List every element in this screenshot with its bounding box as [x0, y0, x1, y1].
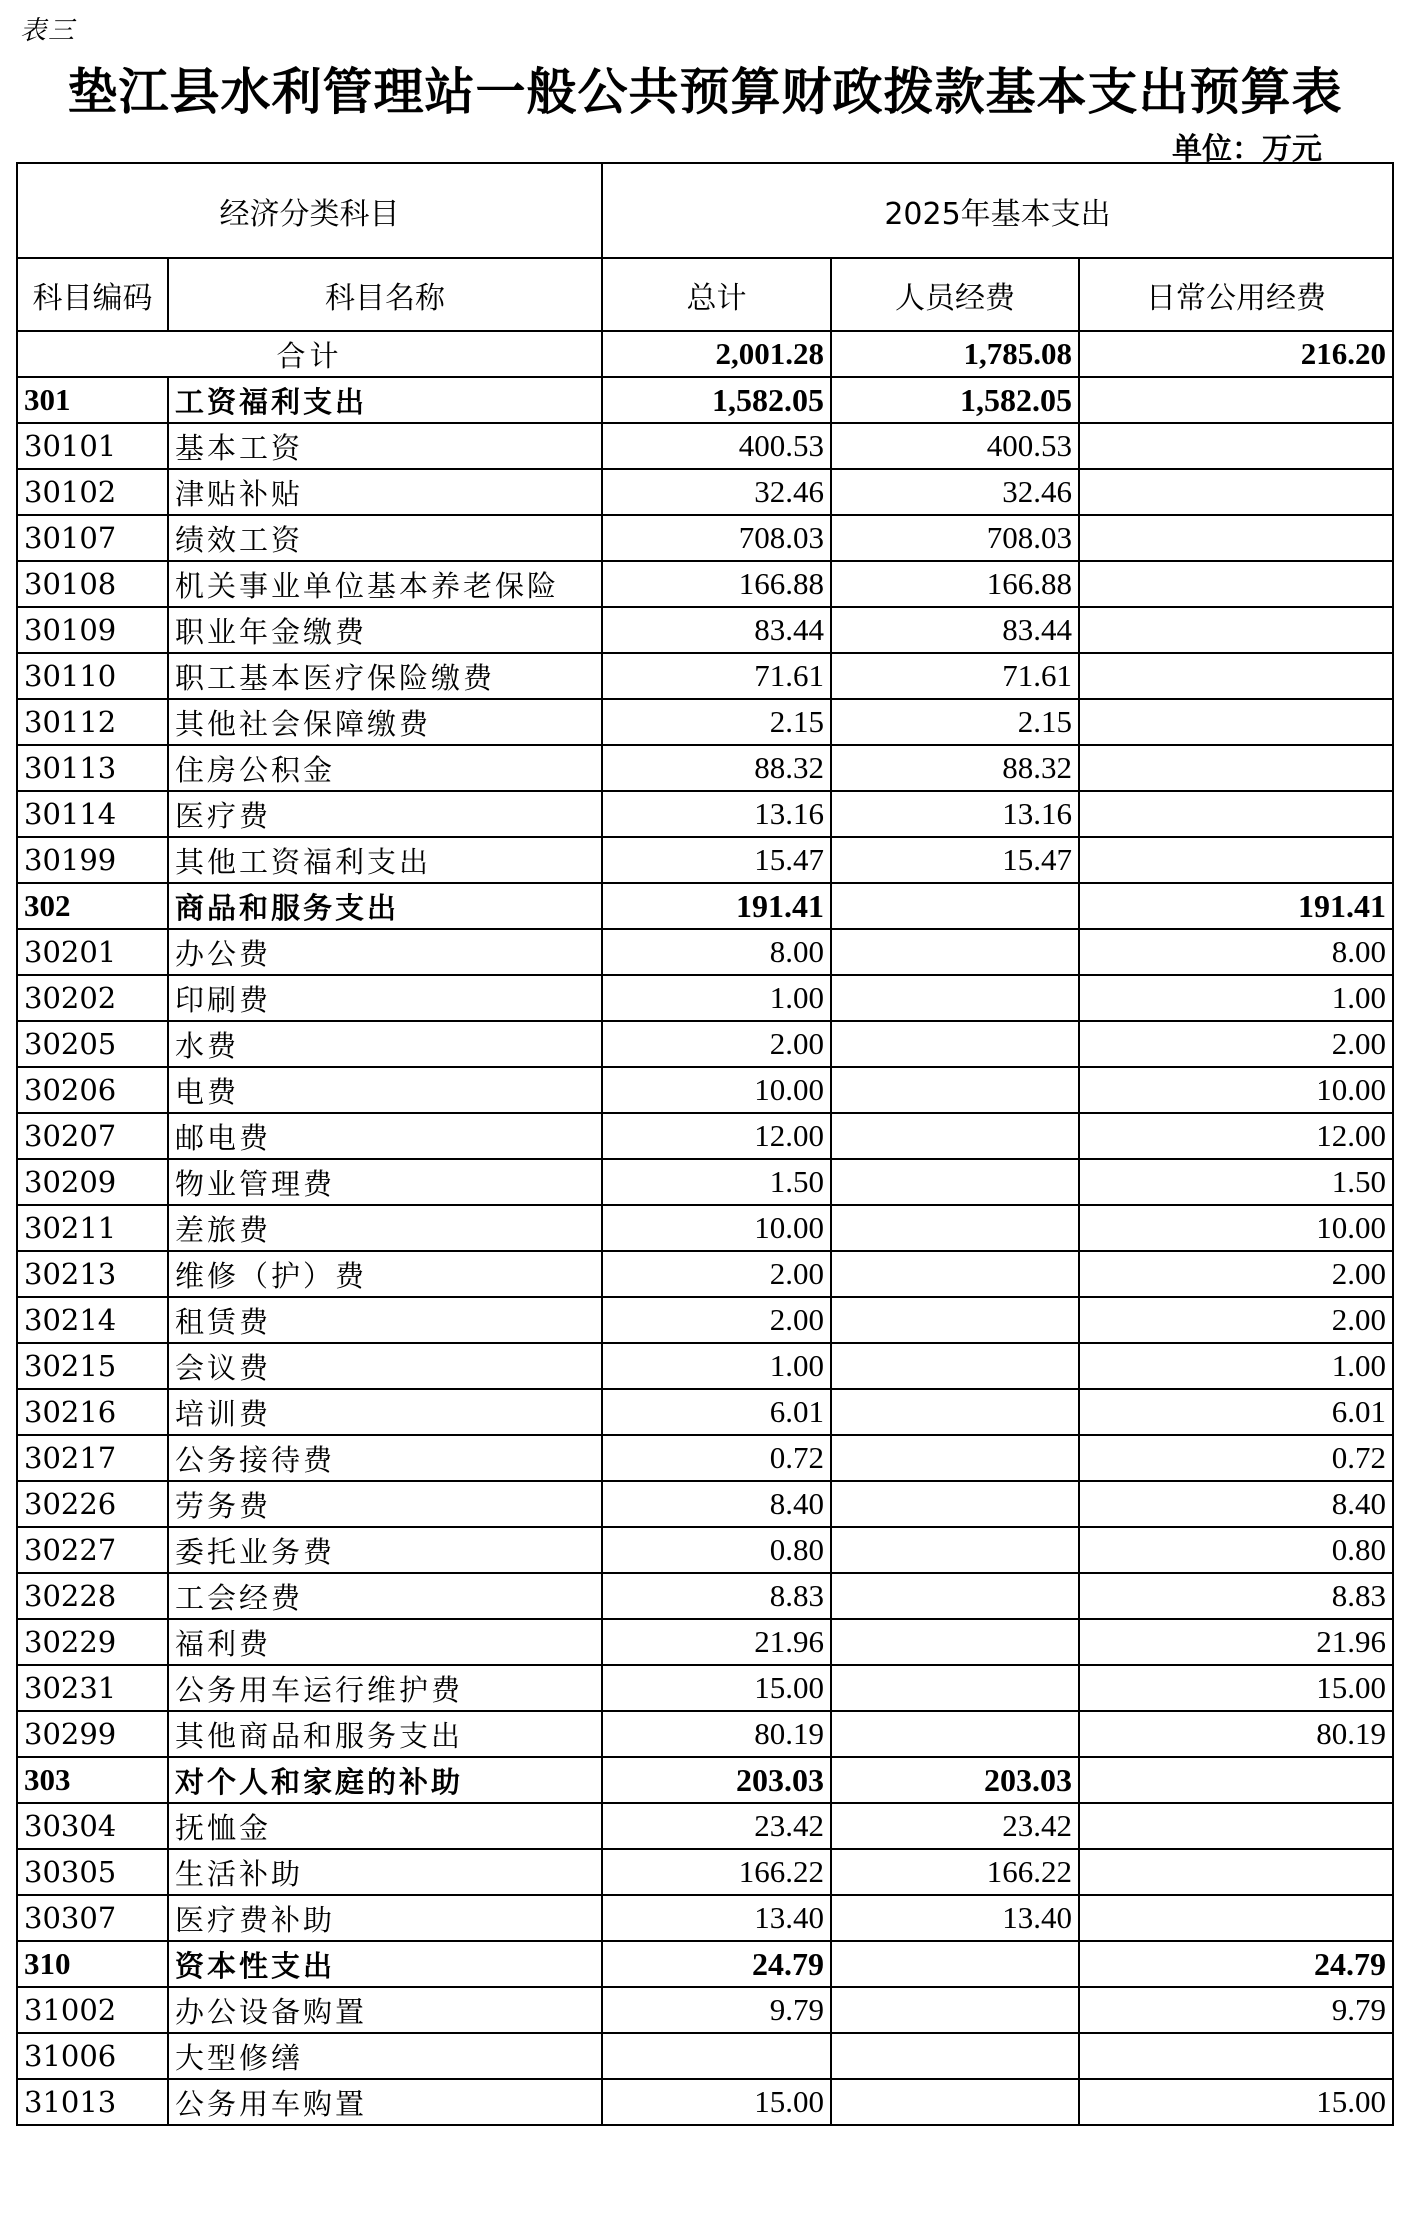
cell-personnel: 88.32 — [831, 745, 1079, 791]
cell-code: 30307 — [17, 1895, 168, 1941]
cell-total: 24.79 — [602, 1941, 831, 1987]
cell-public: 12.00 — [1079, 1113, 1393, 1159]
table-row — [17, 1435, 1393, 1481]
cell-public: 1.00 — [1079, 975, 1393, 1021]
header-period: 2025年基本支出 — [602, 163, 1393, 258]
cell-personnel: 203.03 — [831, 1757, 1079, 1803]
cell-code: 30211 — [17, 1205, 168, 1251]
cell-name: 绩效工资 — [168, 515, 602, 561]
cell-code: 30216 — [17, 1389, 168, 1435]
cell-total: 8.00 — [602, 929, 831, 975]
cell-code: 30102 — [17, 469, 168, 515]
page-title: 垫江县水利管理站一般公共预算财政拨款基本支出预算表 — [67, 62, 1343, 121]
cell-code: 30299 — [17, 1711, 168, 1757]
cell-public — [1079, 653, 1393, 699]
cell-public: 15.00 — [1079, 1665, 1393, 1711]
cell-public: 8.83 — [1079, 1573, 1393, 1619]
cell-public: 24.79 — [1079, 1941, 1393, 1987]
cell-name: 大型修缮 — [168, 2033, 602, 2079]
cell-public — [1079, 1895, 1393, 1941]
table-row — [17, 975, 1393, 1021]
cell-name: 会议费 — [168, 1343, 602, 1389]
cell-total: 15.47 — [602, 837, 831, 883]
cell-code: 30215 — [17, 1343, 168, 1389]
cell-name: 办公设备购置 — [168, 1987, 602, 2033]
cell-total: 15.00 — [602, 2079, 831, 2125]
cell-name: 委托业务费 — [168, 1527, 602, 1573]
cell-public: 2.00 — [1079, 1021, 1393, 1067]
cell-name: 抚恤金 — [168, 1803, 602, 1849]
cell-name: 其他工资福利支出 — [168, 837, 602, 883]
table-row — [17, 1159, 1393, 1205]
cell-public — [1079, 515, 1393, 561]
table-row — [17, 1619, 1393, 1665]
cell-total: 12.00 — [602, 1113, 831, 1159]
cell-code: 30229 — [17, 1619, 168, 1665]
table-row — [17, 1527, 1393, 1573]
cell-total: 88.32 — [602, 745, 831, 791]
cell-total: 166.22 — [602, 1849, 831, 1895]
table-row — [17, 1389, 1393, 1435]
cell-public — [1079, 1849, 1393, 1895]
cell-personnel — [831, 1205, 1079, 1251]
cell-public: 6.01 — [1079, 1389, 1393, 1435]
cell-code: 30107 — [17, 515, 168, 561]
cell-name: 住房公积金 — [168, 745, 602, 791]
cell-code: 30231 — [17, 1665, 168, 1711]
cell-code: 30207 — [17, 1113, 168, 1159]
cell-name: 维修（护）费 — [168, 1251, 602, 1297]
cell-code: 30305 — [17, 1849, 168, 1895]
table-body — [17, 331, 1393, 2125]
cell-personnel — [831, 1113, 1079, 1159]
cell-name: 生活补助 — [168, 1849, 602, 1895]
table-row — [17, 653, 1393, 699]
cell-code: 30201 — [17, 929, 168, 975]
table-row — [17, 699, 1393, 745]
cell-code: 31013 — [17, 2079, 168, 2125]
cell-public: 10.00 — [1079, 1205, 1393, 1251]
cell-public: 0.72 — [1079, 1435, 1393, 1481]
total-label: 合计 — [17, 331, 602, 377]
cell-name: 基本工资 — [168, 423, 602, 469]
cell-code: 30217 — [17, 1435, 168, 1481]
budget-table — [16, 162, 1394, 2126]
cell-public: 1.00 — [1079, 1343, 1393, 1389]
cell-name: 资本性支出 — [168, 1941, 602, 1987]
cell-name: 对个人和家庭的补助 — [168, 1757, 602, 1803]
cell-public — [1079, 745, 1393, 791]
cell-code: 303 — [17, 1757, 168, 1803]
cell-public — [1079, 1757, 1393, 1803]
cell-total — [602, 2033, 831, 2079]
cell-name: 办公费 — [168, 929, 602, 975]
cell-personnel — [831, 1481, 1079, 1527]
cell-total: 0.72 — [602, 1435, 831, 1481]
cell-total: 80.19 — [602, 1711, 831, 1757]
category-row — [17, 1941, 1393, 1987]
cell-code: 30199 — [17, 837, 168, 883]
table-row — [17, 515, 1393, 561]
cell-total: 6.01 — [602, 1389, 831, 1435]
cell-public: 15.00 — [1079, 2079, 1393, 2125]
total-row — [17, 331, 1393, 377]
cell-public: 10.00 — [1079, 1067, 1393, 1113]
cell-name: 商品和服务支出 — [168, 883, 602, 929]
cell-name: 电费 — [168, 1067, 602, 1113]
cell-total: 21.96 — [602, 1619, 831, 1665]
cell-public: 9.79 — [1079, 1987, 1393, 2033]
cell-personnel — [831, 2033, 1079, 2079]
cell-name: 其他商品和服务支出 — [168, 1711, 602, 1757]
cell-code: 30109 — [17, 607, 168, 653]
cell-public: 2.00 — [1079, 1251, 1393, 1297]
cell-name: 物业管理费 — [168, 1159, 602, 1205]
cell-public — [1079, 423, 1393, 469]
cell-personnel: 708.03 — [831, 515, 1079, 561]
header-name: 科目名称 — [168, 258, 602, 331]
cell-public: 2.00 — [1079, 1297, 1393, 1343]
cell-name: 差旅费 — [168, 1205, 602, 1251]
cell-total: 71.61 — [602, 653, 831, 699]
cell-code: 30112 — [17, 699, 168, 745]
cell-code: 31002 — [17, 1987, 168, 2033]
cell-total: 2.15 — [602, 699, 831, 745]
cell-personnel: 166.22 — [831, 1849, 1079, 1895]
cell-personnel — [831, 1251, 1079, 1297]
cell-personnel: 15.47 — [831, 837, 1079, 883]
cell-personnel — [831, 1665, 1079, 1711]
table-row — [17, 1987, 1393, 2033]
cell-personnel — [831, 1067, 1079, 1113]
cell-code: 30113 — [17, 745, 168, 791]
cell-total: 83.44 — [602, 607, 831, 653]
cell-code: 30209 — [17, 1159, 168, 1205]
cell-personnel: 23.42 — [831, 1803, 1079, 1849]
table-row — [17, 1251, 1393, 1297]
table-row — [17, 1711, 1393, 1757]
cell-personnel — [831, 1159, 1079, 1205]
cell-public: 0.80 — [1079, 1527, 1393, 1573]
cell-public — [1079, 2033, 1393, 2079]
table-row — [17, 561, 1393, 607]
cell-code: 30226 — [17, 1481, 168, 1527]
cell-total: 1.50 — [602, 1159, 831, 1205]
cell-personnel — [831, 1941, 1079, 1987]
table-row — [17, 1297, 1393, 1343]
cell-public — [1079, 561, 1393, 607]
cell-name: 培训费 — [168, 1389, 602, 1435]
header-public: 日常公用经费 — [1079, 258, 1393, 331]
cell-name: 职业年金缴费 — [168, 607, 602, 653]
table-row — [17, 2079, 1393, 2125]
total-cell-total: 2,001.28 — [602, 331, 831, 377]
cell-code: 310 — [17, 1941, 168, 1987]
cell-code: 30114 — [17, 791, 168, 837]
cell-code: 30101 — [17, 423, 168, 469]
table-row — [17, 1803, 1393, 1849]
table-row — [17, 2033, 1393, 2079]
cell-name: 工会经费 — [168, 1573, 602, 1619]
cell-code: 30206 — [17, 1067, 168, 1113]
category-row — [17, 883, 1393, 929]
cell-total: 1.00 — [602, 975, 831, 1021]
table-row — [17, 1895, 1393, 1941]
cell-personnel: 83.44 — [831, 607, 1079, 653]
total-cell-personnel: 1,785.08 — [831, 331, 1079, 377]
cell-personnel: 400.53 — [831, 423, 1079, 469]
cell-code: 30110 — [17, 653, 168, 699]
cell-personnel: 2.15 — [831, 699, 1079, 745]
cell-name: 劳务费 — [168, 1481, 602, 1527]
cell-public: 80.19 — [1079, 1711, 1393, 1757]
cell-code: 30228 — [17, 1573, 168, 1619]
cell-personnel — [831, 1297, 1079, 1343]
cell-personnel: 166.88 — [831, 561, 1079, 607]
table-row — [17, 837, 1393, 883]
cell-total: 32.46 — [602, 469, 831, 515]
cell-personnel — [831, 1619, 1079, 1665]
cell-name: 机关事业单位基本养老保险 — [168, 561, 602, 607]
cell-total: 8.83 — [602, 1573, 831, 1619]
cell-code: 301 — [17, 377, 168, 423]
cell-total: 166.88 — [602, 561, 831, 607]
table-row — [17, 1343, 1393, 1389]
cell-public: 8.40 — [1079, 1481, 1393, 1527]
cell-total: 2.00 — [602, 1297, 831, 1343]
cell-total: 13.16 — [602, 791, 831, 837]
table-row — [17, 929, 1393, 975]
cell-personnel: 13.16 — [831, 791, 1079, 837]
cell-code: 30227 — [17, 1527, 168, 1573]
table-row — [17, 745, 1393, 791]
cell-total: 203.03 — [602, 1757, 831, 1803]
header-econ-class: 经济分类科目 — [17, 163, 602, 258]
category-row — [17, 1757, 1393, 1803]
cell-name: 水费 — [168, 1021, 602, 1067]
cell-name: 公务用车购置 — [168, 2079, 602, 2125]
cell-public — [1079, 791, 1393, 837]
cell-public — [1079, 837, 1393, 883]
category-row — [17, 377, 1393, 423]
cell-code: 30213 — [17, 1251, 168, 1297]
header-total: 总计 — [602, 258, 831, 331]
cell-personnel: 13.40 — [831, 1895, 1079, 1941]
cell-code: 30214 — [17, 1297, 168, 1343]
cell-name: 医疗费 — [168, 791, 602, 837]
table-row — [17, 1573, 1393, 1619]
header-row-2 — [17, 258, 1393, 331]
cell-personnel — [831, 1389, 1079, 1435]
cell-personnel: 71.61 — [831, 653, 1079, 699]
header-code: 科目编码 — [17, 258, 168, 331]
unit-label: 单位：万元 — [1172, 132, 1322, 167]
cell-public: 8.00 — [1079, 929, 1393, 975]
table-row — [17, 607, 1393, 653]
table-row — [17, 1067, 1393, 1113]
cell-public — [1079, 607, 1393, 653]
cell-name: 公务用车运行维护费 — [168, 1665, 602, 1711]
cell-code: 30205 — [17, 1021, 168, 1067]
cell-personnel — [831, 1711, 1079, 1757]
cell-personnel: 32.46 — [831, 469, 1079, 515]
cell-total: 708.03 — [602, 515, 831, 561]
cell-total: 8.40 — [602, 1481, 831, 1527]
cell-personnel: 1,582.05 — [831, 377, 1079, 423]
cell-personnel — [831, 883, 1079, 929]
cell-total: 9.79 — [602, 1987, 831, 2033]
table-row — [17, 1113, 1393, 1159]
cell-total: 23.42 — [602, 1803, 831, 1849]
cell-name: 职工基本医疗保险缴费 — [168, 653, 602, 699]
cell-personnel — [831, 929, 1079, 975]
cell-total: 10.00 — [602, 1067, 831, 1113]
cell-total: 400.53 — [602, 423, 831, 469]
cell-code: 30202 — [17, 975, 168, 1021]
table-row — [17, 469, 1393, 515]
cell-name: 津贴补贴 — [168, 469, 602, 515]
cell-total: 1,582.05 — [602, 377, 831, 423]
header-row-1 — [17, 163, 1393, 258]
table-row — [17, 791, 1393, 837]
cell-total: 1.00 — [602, 1343, 831, 1389]
cell-total: 2.00 — [602, 1021, 831, 1067]
table-row — [17, 1481, 1393, 1527]
table-label: 表三 — [20, 16, 77, 46]
cell-public — [1079, 469, 1393, 515]
cell-name: 租赁费 — [168, 1297, 602, 1343]
cell-code: 302 — [17, 883, 168, 929]
cell-code: 30108 — [17, 561, 168, 607]
cell-name: 邮电费 — [168, 1113, 602, 1159]
cell-name: 医疗费补助 — [168, 1895, 602, 1941]
table-row — [17, 1849, 1393, 1895]
cell-personnel — [831, 1573, 1079, 1619]
cell-public — [1079, 377, 1393, 423]
table-row — [17, 1021, 1393, 1067]
cell-name: 工资福利支出 — [168, 377, 602, 423]
cell-public: 21.96 — [1079, 1619, 1393, 1665]
table-row — [17, 1205, 1393, 1251]
cell-total: 0.80 — [602, 1527, 831, 1573]
cell-code: 30304 — [17, 1803, 168, 1849]
cell-public: 191.41 — [1079, 883, 1393, 929]
cell-total: 15.00 — [602, 1665, 831, 1711]
cell-public — [1079, 1803, 1393, 1849]
cell-personnel — [831, 1343, 1079, 1389]
table-row — [17, 423, 1393, 469]
header-personnel: 人员经费 — [831, 258, 1079, 331]
cell-total: 13.40 — [602, 1895, 831, 1941]
cell-code: 31006 — [17, 2033, 168, 2079]
cell-personnel — [831, 1021, 1079, 1067]
cell-public: 1.50 — [1079, 1159, 1393, 1205]
cell-total: 2.00 — [602, 1251, 831, 1297]
cell-public — [1079, 699, 1393, 745]
table-row — [17, 1665, 1393, 1711]
cell-name: 福利费 — [168, 1619, 602, 1665]
cell-total: 10.00 — [602, 1205, 831, 1251]
total-cell-public: 216.20 — [1079, 331, 1393, 377]
cell-personnel — [831, 2079, 1079, 2125]
cell-name: 其他社会保障缴费 — [168, 699, 602, 745]
cell-name: 公务接待费 — [168, 1435, 602, 1481]
cell-personnel — [831, 975, 1079, 1021]
cell-personnel — [831, 1435, 1079, 1481]
cell-personnel — [831, 1527, 1079, 1573]
cell-total: 191.41 — [602, 883, 831, 929]
cell-personnel — [831, 1987, 1079, 2033]
cell-name: 印刷费 — [168, 975, 602, 1021]
